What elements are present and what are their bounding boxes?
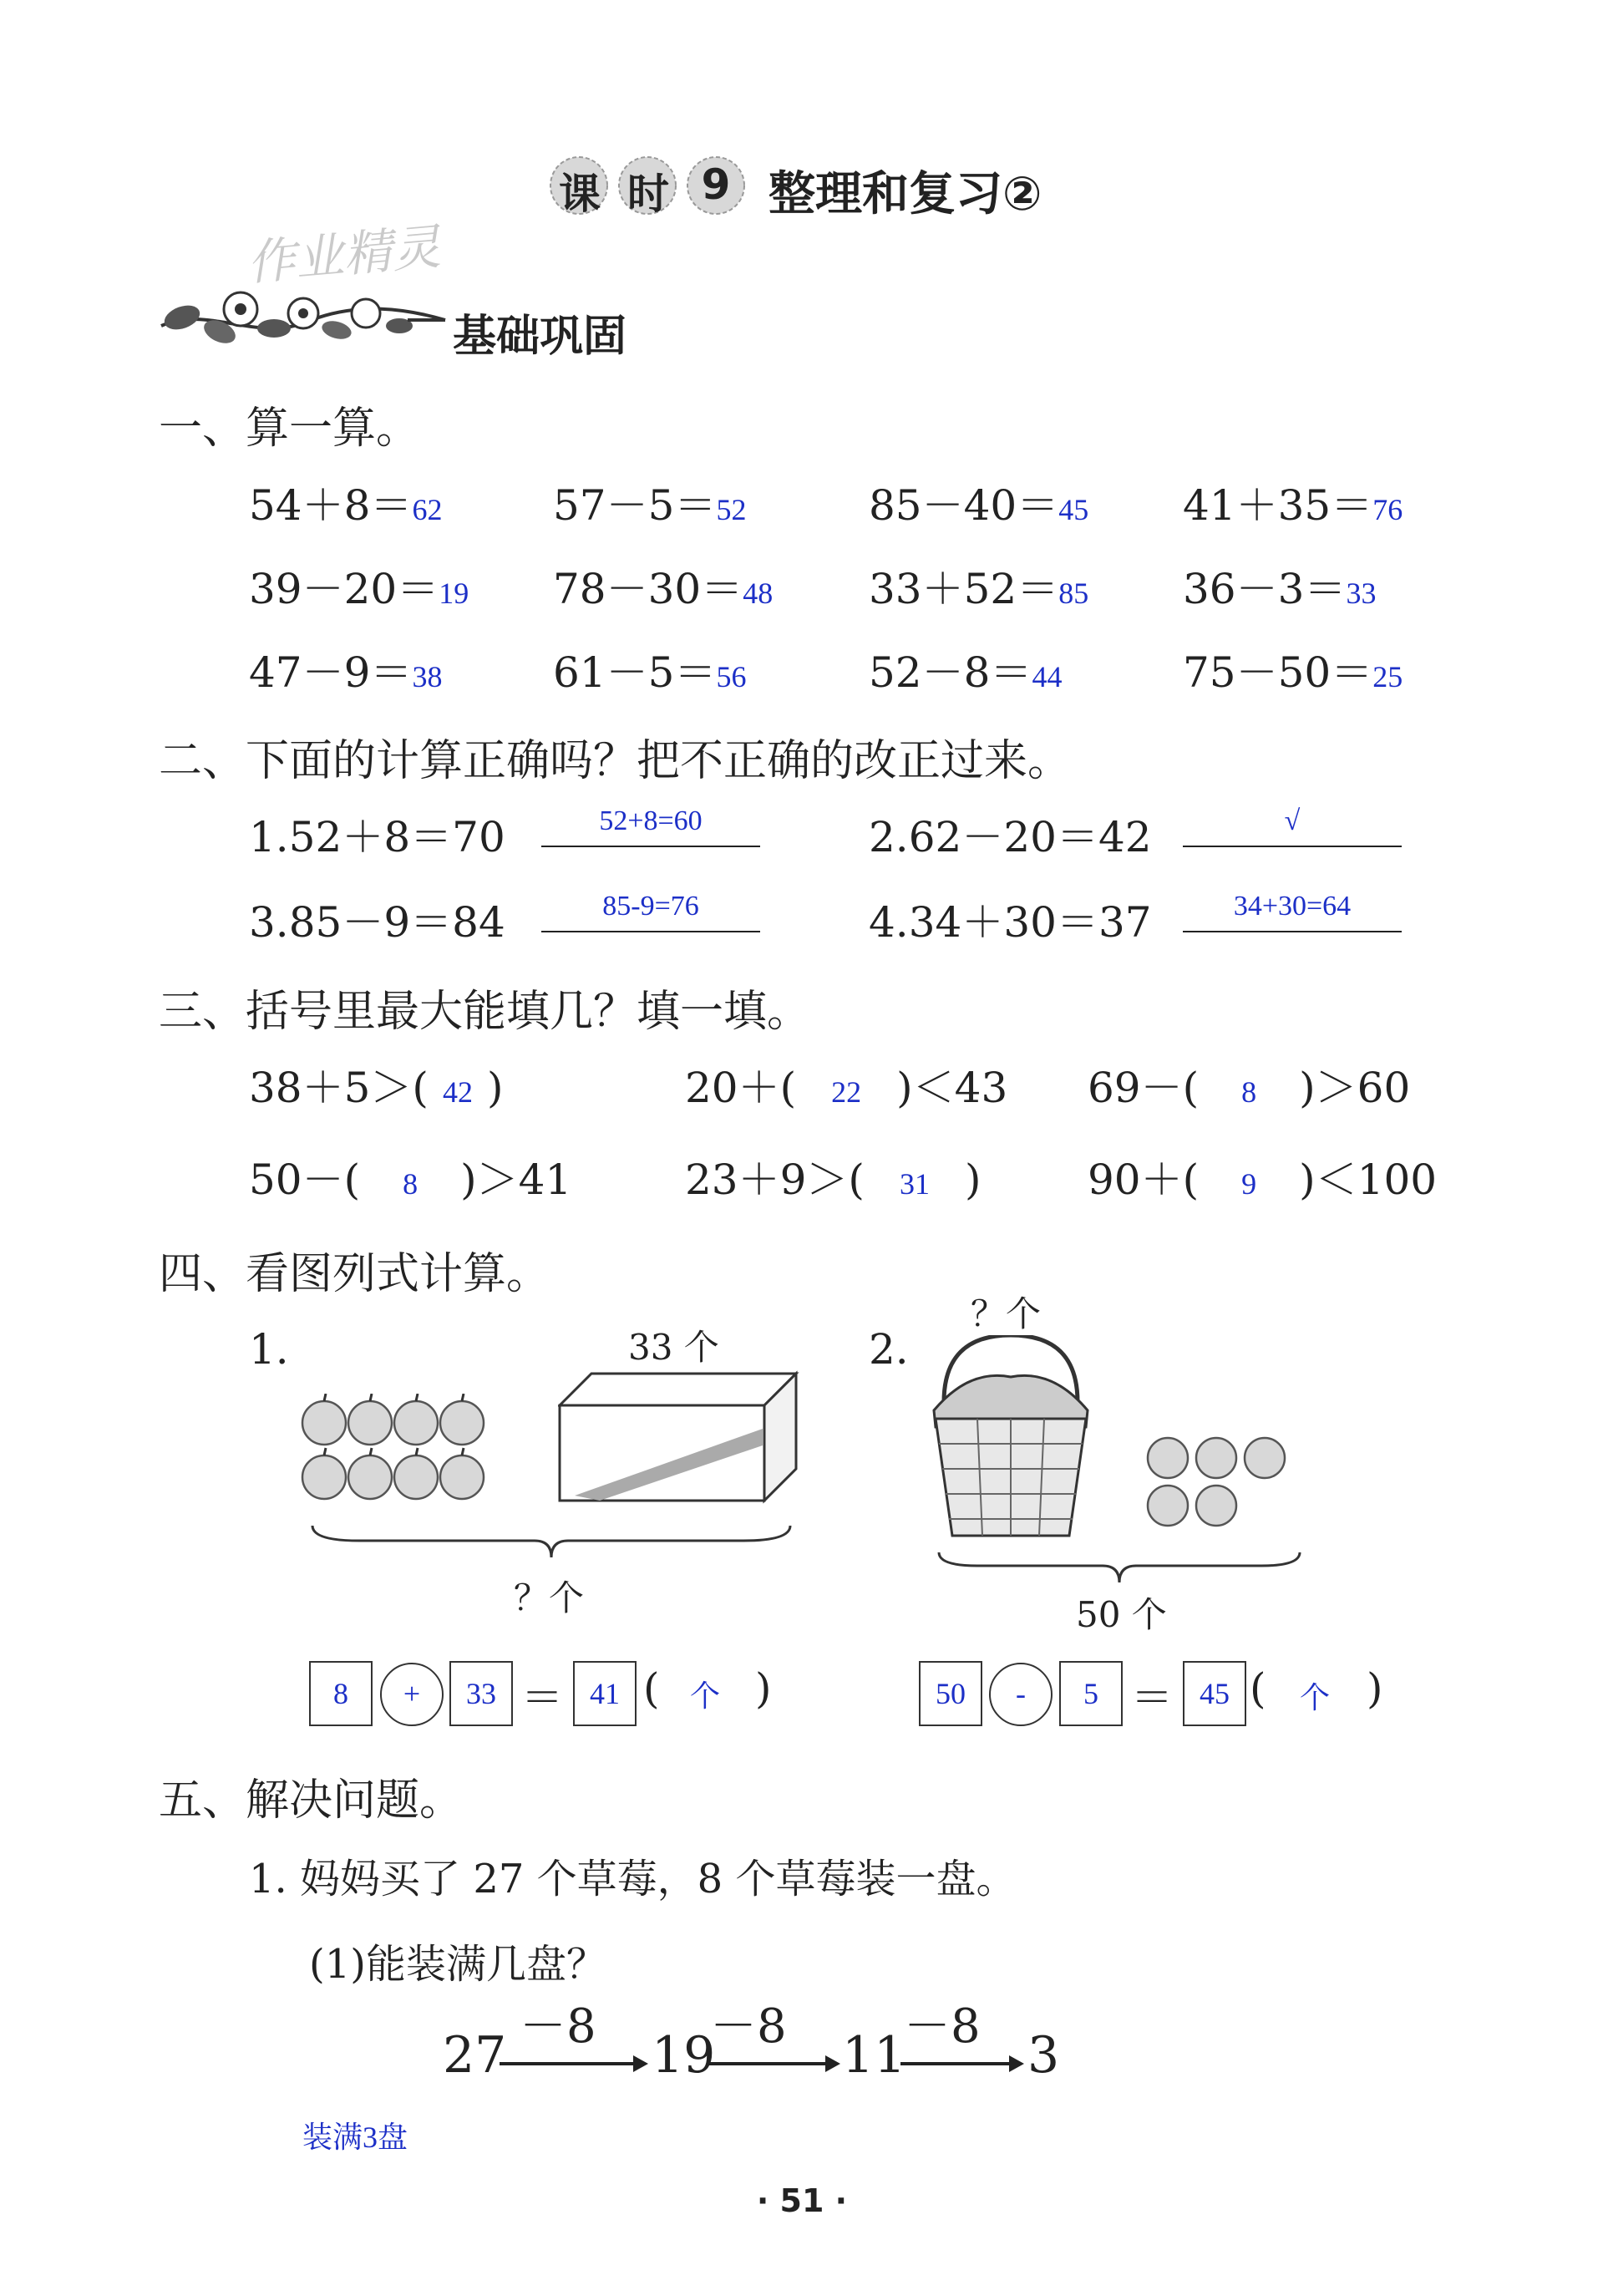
q1-title: 一、算一算。	[159, 404, 420, 454]
badge-char-2: 时	[627, 170, 669, 218]
q5-title: 五、解决问题。	[159, 1775, 464, 1826]
q4-p1-box-c: 41	[573, 1661, 637, 1726]
q3-item-6	[1088, 1146, 1437, 1206]
q4-p1-brace	[309, 1521, 794, 1566]
q4-p1-number: 1.	[249, 1325, 289, 1374]
q1-item	[553, 639, 746, 699]
q4-p1-operator: +	[380, 1663, 444, 1726]
q1-answer: 19	[439, 577, 469, 610]
q5-answer: 装满3盘	[302, 2121, 408, 2154]
chain-value: 3	[1027, 2026, 1060, 2085]
q2-answer-2: √	[1183, 805, 1402, 847]
q2-answer-4: 34+30=64	[1183, 891, 1402, 932]
q2-answer-3: 85-9=76	[541, 891, 760, 932]
q1-expr: 47－9＝	[249, 648, 413, 697]
page-title: 整理和复习②	[768, 167, 1042, 221]
q1-item	[869, 639, 1062, 699]
q4-p2-top-label: ？个	[971, 1293, 1042, 1334]
box-icon	[558, 1370, 800, 1507]
q3-post: )	[486, 1064, 504, 1112]
q4-p1-top-label: 33 个	[628, 1327, 719, 1368]
q4-p1-box-a: 8	[309, 1661, 373, 1726]
q1-expr: 39－20＝	[249, 565, 439, 613]
q1-item	[553, 556, 773, 616]
q4-title: 四、看图列式计算。	[159, 1249, 550, 1299]
q5-problem: 1. 妈妈买了 27 个草莓，8 个草莓装一盘。	[249, 1856, 1017, 1902]
apples-group-icon	[299, 1394, 500, 1514]
q1-expr: 75－50＝	[1183, 648, 1373, 697]
q3-pre: 38＋5＞(	[249, 1064, 429, 1112]
q2-expr-4: 4.34＋30＝37	[869, 898, 1152, 947]
q1-item	[869, 556, 1088, 616]
q1-answer: 85	[1058, 577, 1089, 610]
q4-p2-box-b: 5	[1059, 1661, 1123, 1726]
q3-answer: 8	[403, 1167, 418, 1201]
q3-item-3	[1088, 1054, 1410, 1115]
q4-p1-unit-close: )	[755, 1664, 772, 1713]
q2-expr-2: 2.62－20＝42	[869, 813, 1152, 861]
q4-p1-box-b: 33	[449, 1661, 513, 1726]
q1-answer: 33	[1346, 577, 1377, 610]
lesson-badge	[547, 150, 748, 221]
q3-pre: 90＋(	[1088, 1156, 1200, 1204]
q1-item	[1183, 556, 1376, 616]
q1-answer: 62	[412, 493, 443, 526]
subtraction-chain	[443, 1993, 1061, 2085]
q3-post: )＜43	[896, 1064, 1008, 1112]
q4-p1-unit-open: (	[643, 1664, 660, 1713]
vine-icon	[157, 280, 449, 355]
chain-value: 27	[443, 2026, 507, 2085]
q4-p1-unit: 个	[690, 1679, 721, 1713]
q4-p2-box-a: 50	[919, 1661, 982, 1726]
arrow-right-icon	[708, 2051, 842, 2076]
chain-step: －8	[520, 1999, 596, 2054]
arrow-right-icon	[500, 2051, 650, 2076]
q1-answer: 52	[716, 493, 747, 526]
q3-post: )＞60	[1299, 1064, 1411, 1112]
chain-value: 19	[652, 2026, 716, 2085]
q3-post: )	[964, 1156, 982, 1204]
q1-expr: 78－30＝	[553, 565, 743, 613]
q3-item-2	[685, 1054, 1007, 1115]
q1-item	[1183, 639, 1403, 699]
q3-item-5	[685, 1146, 981, 1206]
q3-item-1	[249, 1054, 503, 1115]
chain-value: 11	[842, 2026, 906, 2085]
q3-post: )＜100	[1299, 1156, 1438, 1204]
watermark: 作业精灵	[244, 217, 443, 292]
q1-item	[249, 556, 469, 616]
q2-expr-1: 1.52＋8＝70	[249, 813, 505, 861]
q1-answer: 56	[716, 660, 747, 693]
q4-p2-unit-close: )	[1367, 1664, 1383, 1713]
section-title: 基础巩固	[453, 312, 627, 362]
chain-step: －8	[904, 1999, 981, 2054]
q3-title: 三、括号里最大能填几？填一填。	[159, 987, 811, 1037]
q1-answer: 45	[1058, 493, 1089, 526]
q3-pre: 23＋9＞(	[685, 1156, 865, 1204]
q1-item	[553, 472, 746, 532]
q3-item-4	[249, 1146, 571, 1206]
q1-expr: 61－5＝	[553, 648, 717, 697]
q1-expr: 33＋52＝	[869, 565, 1059, 613]
q1-item	[249, 472, 442, 532]
q2-title: 二、下面的计算正确吗？把不正确的改正过来。	[159, 736, 1072, 786]
q3-pre: 50－(	[249, 1156, 361, 1204]
q1-expr: 85－40＝	[869, 481, 1059, 530]
q5-subquestion: (1)能装满几盘？	[309, 1941, 606, 1988]
chain-step: －8	[710, 1999, 787, 2054]
q4-p2-operator: -	[989, 1663, 1053, 1726]
q1-item	[869, 472, 1088, 532]
q3-answer: 9	[1241, 1167, 1257, 1201]
q1-item	[1183, 472, 1403, 532]
badge-char-1: 课	[559, 170, 601, 218]
q1-answer: 38	[412, 660, 443, 693]
q4-p2-unit: 个	[1300, 1681, 1331, 1714]
badge-char-3: 9	[701, 160, 731, 209]
q3-answer: 31	[899, 1167, 930, 1201]
basket-icon	[927, 1335, 1094, 1547]
q1-answer: 76	[1372, 493, 1403, 526]
q3-answer: 42	[442, 1075, 473, 1109]
q1-expr: 54＋8＝	[249, 481, 413, 530]
q1-answer: 48	[743, 577, 774, 610]
q4-p1-equals: ＝	[521, 1674, 563, 1722]
q3-pre: 69－(	[1088, 1064, 1200, 1112]
q3-answer: 22	[831, 1075, 862, 1109]
q4-p2-equals: ＝	[1131, 1674, 1173, 1722]
q4-p1-bottom-label: ？个	[514, 1577, 585, 1618]
q3-pre: 20＋(	[685, 1064, 797, 1112]
q3-answer: 8	[1241, 1075, 1257, 1109]
q1-expr: 36－3＝	[1183, 565, 1347, 613]
q2-expr-3: 3.85－9＝84	[249, 898, 505, 947]
q4-p2-brace	[936, 1547, 1303, 1592]
q4-p2-unit-open: (	[1250, 1664, 1266, 1713]
q4-p2-bottom-label: 50 个	[1076, 1594, 1167, 1635]
q1-answer: 25	[1372, 660, 1403, 693]
oranges-group-icon	[1143, 1429, 1293, 1532]
arrow-right-icon	[900, 2051, 1026, 2076]
q4-p2-number: 2.	[869, 1325, 909, 1374]
q4-p2-box-c: 45	[1183, 1661, 1246, 1726]
q1-answer: 44	[1032, 660, 1063, 693]
q1-expr: 52－8＝	[869, 648, 1032, 697]
q2-answer-1: 52+8=60	[541, 805, 760, 847]
q3-post: )＞41	[460, 1156, 572, 1204]
q1-expr: 41＋35＝	[1183, 481, 1373, 530]
page-number: · 51 ·	[756, 2182, 848, 2219]
flower-vine-decoration	[157, 280, 449, 358]
q1-item	[249, 639, 442, 699]
q1-expr: 57－5＝	[553, 481, 717, 530]
